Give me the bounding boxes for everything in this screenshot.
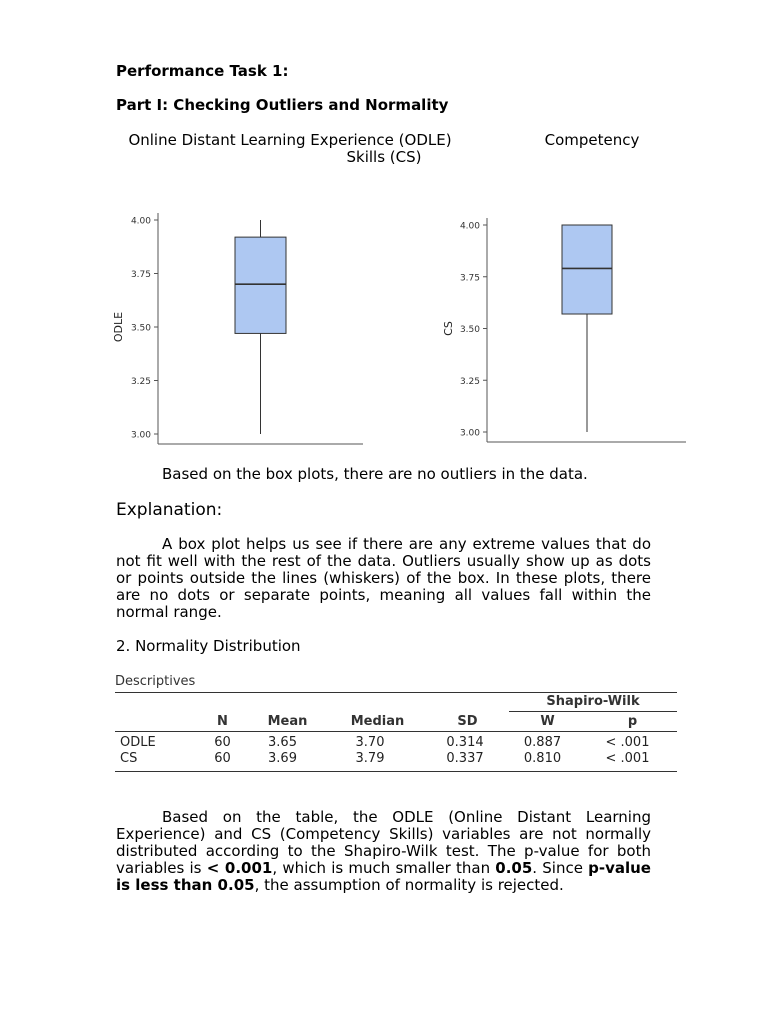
cell-n: 60 xyxy=(214,751,231,766)
cell-n: 60 xyxy=(214,735,231,750)
row-label: CS xyxy=(120,751,138,766)
cell-median: 3.70 xyxy=(355,735,385,750)
table-row xyxy=(115,735,677,751)
iqr-box xyxy=(562,225,612,314)
cell-sd: 0.314 xyxy=(446,735,484,750)
conclusion-text: , which is much smaller than xyxy=(272,859,496,877)
conclusion-text: , the assumption of normality is rejected. xyxy=(254,876,564,894)
y-tick-label: 3.25 xyxy=(130,377,151,387)
normality-heading: 2. Normality Distribution xyxy=(116,637,301,655)
task-title: Performance Task 1: xyxy=(116,62,289,80)
col-header-sd: SD xyxy=(457,714,478,729)
y-axis-label: ODLE xyxy=(112,311,125,343)
group-header-shapiro-wilk: Shapiro-Wilk xyxy=(509,692,677,712)
explanation-paragraph: A box plot helps us see if there are any extreme values that do not fit well with the rest of the data. Outliers usually show up as dots or points outside the lines (whiskers) of the box. In these plots, there are no dots or separate points, meaning all values fall within the normal range. xyxy=(116,535,651,621)
y-axis-label: CS xyxy=(442,321,455,336)
conclusion-text: Based on the table, the ODLE (Online Distant Learning Experience) and CS (Competency Skills) variables are not normally distributed according to the Shapiro-Wilk test. The p-value for both variables is xyxy=(116,808,651,877)
cell-mean: 3.69 xyxy=(268,751,297,766)
table-row xyxy=(115,751,677,767)
y-tick-label: 3.00 xyxy=(459,428,480,439)
caption-left: Online Distant Learning Experience (ODLE) xyxy=(128,131,452,149)
col-header-mean: Mean xyxy=(267,714,308,729)
y-tick-label: 3.50 xyxy=(130,323,151,334)
col-header-n: N xyxy=(217,714,228,729)
cell-w: 0.810 xyxy=(523,751,562,766)
boxplot-conclusion: Based on the box plots, there are no outliers in the data. xyxy=(162,465,588,483)
y-tick-label: 4.00 xyxy=(459,221,480,232)
col-header-median: Median xyxy=(350,714,405,729)
cell-p: < .001 xyxy=(605,751,650,766)
cell-w: 0.887 xyxy=(523,735,562,750)
cell-sd: 0.337 xyxy=(446,751,484,766)
cell-p: < .001 xyxy=(605,735,650,750)
y-tick-label: 3.75 xyxy=(130,270,151,280)
normality-conclusion xyxy=(116,809,651,894)
cs-boxplot xyxy=(435,205,695,450)
row-label: ODLE xyxy=(120,735,156,750)
caption-line2: Skills (CS) xyxy=(346,148,422,166)
y-tick-label: 3.00 xyxy=(130,430,151,441)
conclusion-text: . Since xyxy=(532,859,589,877)
table-header-row xyxy=(115,712,677,732)
conclusion-bold-alpha: 0.05 xyxy=(495,859,533,877)
conclusion-bold-statement: p-value is less than 0.05 xyxy=(116,859,651,894)
cell-median: 3.79 xyxy=(355,751,385,766)
table-title: Descriptives xyxy=(115,674,196,689)
iqr-box xyxy=(235,237,286,333)
y-tick-label: 3.75 xyxy=(459,273,480,284)
explanation-heading: Explanation: xyxy=(116,500,223,520)
y-tick-label: 3.25 xyxy=(459,376,480,387)
y-tick-label: 4.00 xyxy=(130,216,151,227)
cell-mean: 3.65 xyxy=(268,735,297,750)
part-title: Part I: Checking Outliers and Normality xyxy=(116,96,449,114)
col-header-w: W xyxy=(540,714,555,729)
y-tick-label: 3.50 xyxy=(459,325,480,335)
table-bottom-rule xyxy=(115,771,677,772)
odle-boxplot xyxy=(105,205,370,450)
col-header-p: p xyxy=(627,714,638,729)
conclusion-bold-p: < 0.001 xyxy=(206,859,273,877)
caption-right: Competency xyxy=(544,131,640,149)
